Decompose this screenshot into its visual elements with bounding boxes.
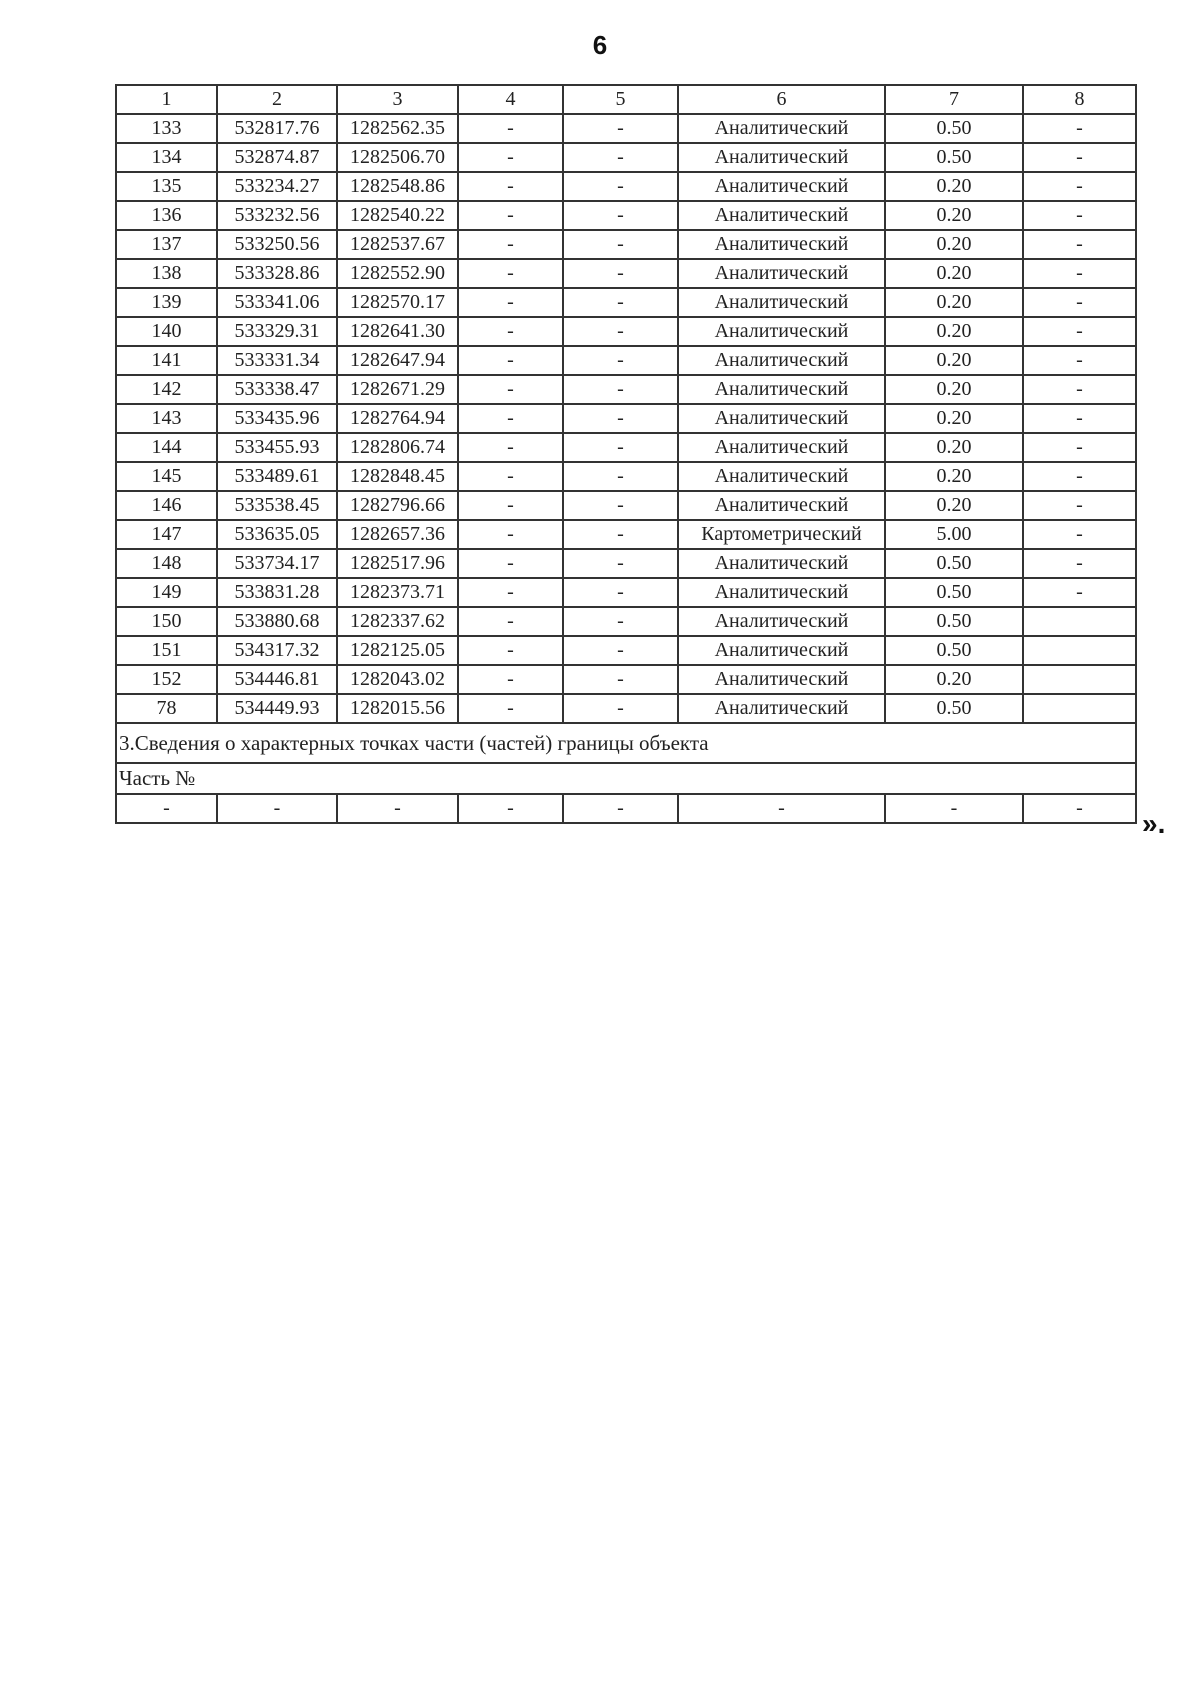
table-cell-col-5: - [563, 491, 678, 520]
table-cell-col-5: - [563, 346, 678, 375]
table-cell-col-6: Аналитический [678, 346, 885, 375]
table-cell-col-8: - [1023, 578, 1136, 607]
table-row [116, 665, 1136, 694]
table-cell-col-1: 150 [116, 607, 217, 636]
table-cell-col-2: 533232.56 [217, 201, 337, 230]
coordinates-table [115, 84, 1137, 824]
table-cell-col-5: - [563, 578, 678, 607]
table-cell-col-4: - [458, 404, 563, 433]
table-header-row [116, 85, 1136, 114]
table-cell-col-4: - [458, 259, 563, 288]
table-cell-col-4: - [458, 578, 563, 607]
table-cell-col-2: 532817.76 [217, 114, 337, 143]
table-cell-col-3: 1282848.45 [337, 462, 458, 491]
table-cell-col-4: - [458, 636, 563, 665]
table-cell-col-3: 1282506.70 [337, 143, 458, 172]
table-cell-col-4: - [458, 607, 563, 636]
table-cell-col-3: 1282796.66 [337, 491, 458, 520]
table-row [116, 404, 1136, 433]
table-cell-col-7: 0.50 [885, 607, 1023, 636]
table-cell-col-1: 144 [116, 433, 217, 462]
table-cell-col-3: 1282517.96 [337, 549, 458, 578]
table-cell-col-2: 533331.34 [217, 346, 337, 375]
table-cell-col-2: 534317.32 [217, 636, 337, 665]
header-cell-col-6: 6 [678, 85, 885, 114]
table-cell-col-1: 139 [116, 288, 217, 317]
table-cell-col-7: 0.20 [885, 491, 1023, 520]
table-cell-col-5: - [563, 375, 678, 404]
section-title-row [116, 723, 1136, 763]
table-cell-col-8: - [1023, 404, 1136, 433]
header-cell-col-8: 8 [1023, 85, 1136, 114]
header-cell-col-4: 4 [458, 85, 563, 114]
header-cell-col-1: 1 [116, 85, 217, 114]
table-cell-col-8 [1023, 665, 1136, 694]
table-row [116, 520, 1136, 549]
table-cell-col-8: - [1023, 230, 1136, 259]
table-row [116, 578, 1136, 607]
table-cell-col-2: 533880.68 [217, 607, 337, 636]
closing-quote-mark: ». [1142, 808, 1166, 839]
table-cell-col-8 [1023, 636, 1136, 665]
table-cell-col-6: Аналитический [678, 578, 885, 607]
table-cell-col-3: 1282657.36 [337, 520, 458, 549]
table-cell-col-6: Аналитический [678, 636, 885, 665]
table-cell-col-4: - [458, 317, 563, 346]
table-cell-col-7: 0.50 [885, 549, 1023, 578]
table-cell-col-3: 1282806.74 [337, 433, 458, 462]
table-cell-col-6: Аналитический [678, 375, 885, 404]
table-cell-col-7: 0.50 [885, 143, 1023, 172]
section-title: 3.Сведения о характерных точках части (частей) границы объекта [116, 723, 1136, 763]
table-cell-col-5: - [563, 549, 678, 578]
table-cell-col-1: 138 [116, 259, 217, 288]
table-cell-col-7: 0.20 [885, 665, 1023, 694]
table-cell-col-8: - [1023, 433, 1136, 462]
table-row [116, 694, 1136, 723]
part-label-row [116, 763, 1136, 794]
table-cell-col-1: 149 [116, 578, 217, 607]
table-cell-col-2: 533338.47 [217, 375, 337, 404]
empty-cell-col-1: - [116, 794, 217, 823]
table-cell-col-1: 145 [116, 462, 217, 491]
table-cell-col-3: 1282015.56 [337, 694, 458, 723]
table-cell-col-5: - [563, 172, 678, 201]
table-cell-col-4: - [458, 491, 563, 520]
table-cell-col-1: 133 [116, 114, 217, 143]
table-cell-col-5: - [563, 404, 678, 433]
empty-cell-col-5: - [563, 794, 678, 823]
table-cell-col-4: - [458, 549, 563, 578]
table-cell-col-4: - [458, 172, 563, 201]
page-number: 6 [592, 30, 608, 60]
table-cell-col-4: - [458, 346, 563, 375]
table-cell-col-7: 0.50 [885, 578, 1023, 607]
table-cell-col-3: 1282764.94 [337, 404, 458, 433]
part-label: Часть № [116, 763, 1136, 794]
table-cell-col-5: - [563, 201, 678, 230]
table-row [116, 259, 1136, 288]
table-cell-col-7: 0.20 [885, 201, 1023, 230]
table-cell-col-8 [1023, 694, 1136, 723]
table-cell-col-6: Аналитический [678, 317, 885, 346]
table-cell-col-5: - [563, 636, 678, 665]
table-cell-col-8: - [1023, 549, 1136, 578]
table-cell-col-5: - [563, 607, 678, 636]
table-cell-col-6: Аналитический [678, 201, 885, 230]
table-cell-col-2: 533455.93 [217, 433, 337, 462]
table-cell-col-5: - [563, 462, 678, 491]
table-cell-col-3: 1282537.67 [337, 230, 458, 259]
table-cell-col-3: 1282337.62 [337, 607, 458, 636]
table-cell-col-6: Картометрический [678, 520, 885, 549]
table-cell-col-3: 1282671.29 [337, 375, 458, 404]
table-cell-col-4: - [458, 665, 563, 694]
table-cell-col-7: 0.20 [885, 172, 1023, 201]
table-cell-col-3: 1282540.22 [337, 201, 458, 230]
table-cell-col-5: - [563, 259, 678, 288]
table-row [116, 230, 1136, 259]
table-row [116, 288, 1136, 317]
table-cell-col-8: - [1023, 259, 1136, 288]
table-cell-col-2: 533234.27 [217, 172, 337, 201]
header-cell-col-3: 3 [337, 85, 458, 114]
table-cell-col-7: 0.20 [885, 462, 1023, 491]
table-cell-col-7: 0.50 [885, 636, 1023, 665]
table-cell-col-6: Аналитический [678, 491, 885, 520]
table-cell-col-7: 0.20 [885, 346, 1023, 375]
table-cell-col-2: 534449.93 [217, 694, 337, 723]
table-cell-col-8: - [1023, 143, 1136, 172]
table-cell-col-5: - [563, 694, 678, 723]
table-cell-col-3: 1282641.30 [337, 317, 458, 346]
table-row [116, 346, 1136, 375]
table-cell-col-5: - [563, 433, 678, 462]
table-cell-col-2: 533341.06 [217, 288, 337, 317]
table-cell-col-1: 78 [116, 694, 217, 723]
table-body [116, 85, 1136, 823]
table-cell-col-7: 0.20 [885, 317, 1023, 346]
table-cell-col-7: 0.20 [885, 375, 1023, 404]
table-cell-col-4: - [458, 230, 563, 259]
table-cell-col-1: 141 [116, 346, 217, 375]
table-row [116, 375, 1136, 404]
table-cell-col-8 [1023, 607, 1136, 636]
table-cell-col-3: 1282562.35 [337, 114, 458, 143]
table-cell-col-6: Аналитический [678, 549, 885, 578]
table-cell-col-6: Аналитический [678, 230, 885, 259]
table-cell-col-4: - [458, 288, 563, 317]
table-cell-col-1: 135 [116, 172, 217, 201]
table-cell-col-2: 533635.05 [217, 520, 337, 549]
table-cell-col-6: Аналитический [678, 404, 885, 433]
table-cell-col-4: - [458, 462, 563, 491]
table-cell-col-3: 1282570.17 [337, 288, 458, 317]
table-row [116, 433, 1136, 462]
table-cell-col-2: 533329.31 [217, 317, 337, 346]
table-cell-col-5: - [563, 665, 678, 694]
table-cell-col-6: Аналитический [678, 665, 885, 694]
table-cell-col-1: 151 [116, 636, 217, 665]
table-cell-col-4: - [458, 520, 563, 549]
table-cell-col-4: - [458, 375, 563, 404]
table-cell-col-3: 1282373.71 [337, 578, 458, 607]
table-cell-col-7: 0.50 [885, 694, 1023, 723]
empty-cell-col-7: - [885, 794, 1023, 823]
header-cell-col-7: 7 [885, 85, 1023, 114]
empty-part-row [116, 794, 1136, 823]
table-cell-col-6: Аналитический [678, 607, 885, 636]
table-cell-col-5: - [563, 143, 678, 172]
table-cell-col-1: 143 [116, 404, 217, 433]
table-cell-col-5: - [563, 288, 678, 317]
table-cell-col-2: 533250.56 [217, 230, 337, 259]
table-cell-col-3: 1282043.02 [337, 665, 458, 694]
table-cell-col-4: - [458, 114, 563, 143]
empty-cell-col-6: - [678, 794, 885, 823]
table-cell-col-1: 136 [116, 201, 217, 230]
table-cell-col-8: - [1023, 462, 1136, 491]
table-cell-col-1: 148 [116, 549, 217, 578]
table-cell-col-7: 5.00 [885, 520, 1023, 549]
table-row [116, 114, 1136, 143]
header-cell-col-5: 5 [563, 85, 678, 114]
table-cell-col-4: - [458, 694, 563, 723]
table-cell-col-3: 1282647.94 [337, 346, 458, 375]
table-cell-col-8: - [1023, 288, 1136, 317]
table-cell-col-8: - [1023, 114, 1136, 143]
table-cell-col-4: - [458, 433, 563, 462]
table-cell-col-6: Аналитический [678, 288, 885, 317]
table-cell-col-7: 0.20 [885, 230, 1023, 259]
table-row [116, 549, 1136, 578]
table-cell-col-6: Аналитический [678, 694, 885, 723]
table-row [116, 317, 1136, 346]
table-cell-col-2: 533328.86 [217, 259, 337, 288]
table-cell-col-6: Аналитический [678, 172, 885, 201]
table-cell-col-7: 0.20 [885, 404, 1023, 433]
table-cell-col-1: 134 [116, 143, 217, 172]
header-cell-col-2: 2 [217, 85, 337, 114]
table-cell-col-6: Аналитический [678, 114, 885, 143]
empty-cell-col-4: - [458, 794, 563, 823]
table-cell-col-1: 147 [116, 520, 217, 549]
table-cell-col-2: 533489.61 [217, 462, 337, 491]
table-cell-col-2: 533538.45 [217, 491, 337, 520]
table-cell-col-1: 152 [116, 665, 217, 694]
table-cell-col-6: Аналитический [678, 259, 885, 288]
table-cell-col-1: 140 [116, 317, 217, 346]
table-cell-col-3: 1282552.90 [337, 259, 458, 288]
table-cell-col-7: 0.20 [885, 259, 1023, 288]
empty-cell-col-3: - [337, 794, 458, 823]
table-cell-col-4: - [458, 201, 563, 230]
table-row [116, 636, 1136, 665]
table-cell-col-8: - [1023, 491, 1136, 520]
empty-cell-col-2: - [217, 794, 337, 823]
table-cell-col-1: 146 [116, 491, 217, 520]
table-cell-col-7: 0.20 [885, 288, 1023, 317]
table-cell-col-5: - [563, 230, 678, 259]
table-cell-col-2: 533831.28 [217, 578, 337, 607]
table-cell-col-8: - [1023, 172, 1136, 201]
table-cell-col-8: - [1023, 317, 1136, 346]
table-cell-col-3: 1282125.05 [337, 636, 458, 665]
table-cell-col-8: - [1023, 375, 1136, 404]
table-row [116, 172, 1136, 201]
table-row [116, 491, 1136, 520]
table-cell-col-1: 137 [116, 230, 217, 259]
table-cell-col-5: - [563, 114, 678, 143]
table-cell-col-1: 142 [116, 375, 217, 404]
table-row [116, 607, 1136, 636]
empty-cell-col-8: - [1023, 794, 1136, 823]
table-cell-col-6: Аналитический [678, 462, 885, 491]
table-cell-col-5: - [563, 317, 678, 346]
table-cell-col-4: - [458, 143, 563, 172]
table-cell-col-5: - [563, 520, 678, 549]
table-cell-col-8: - [1023, 346, 1136, 375]
table-cell-col-8: - [1023, 520, 1136, 549]
table-cell-col-3: 1282548.86 [337, 172, 458, 201]
table-row [116, 201, 1136, 230]
table-row [116, 143, 1136, 172]
table-cell-col-7: 0.20 [885, 433, 1023, 462]
table-cell-col-2: 532874.87 [217, 143, 337, 172]
table-cell-col-7: 0.50 [885, 114, 1023, 143]
table-cell-col-6: Аналитический [678, 143, 885, 172]
table-cell-col-2: 534446.81 [217, 665, 337, 694]
table-row [116, 462, 1136, 491]
table-cell-col-2: 533734.17 [217, 549, 337, 578]
table-cell-col-6: Аналитический [678, 433, 885, 462]
table-cell-col-8: - [1023, 201, 1136, 230]
table-cell-col-2: 533435.96 [217, 404, 337, 433]
